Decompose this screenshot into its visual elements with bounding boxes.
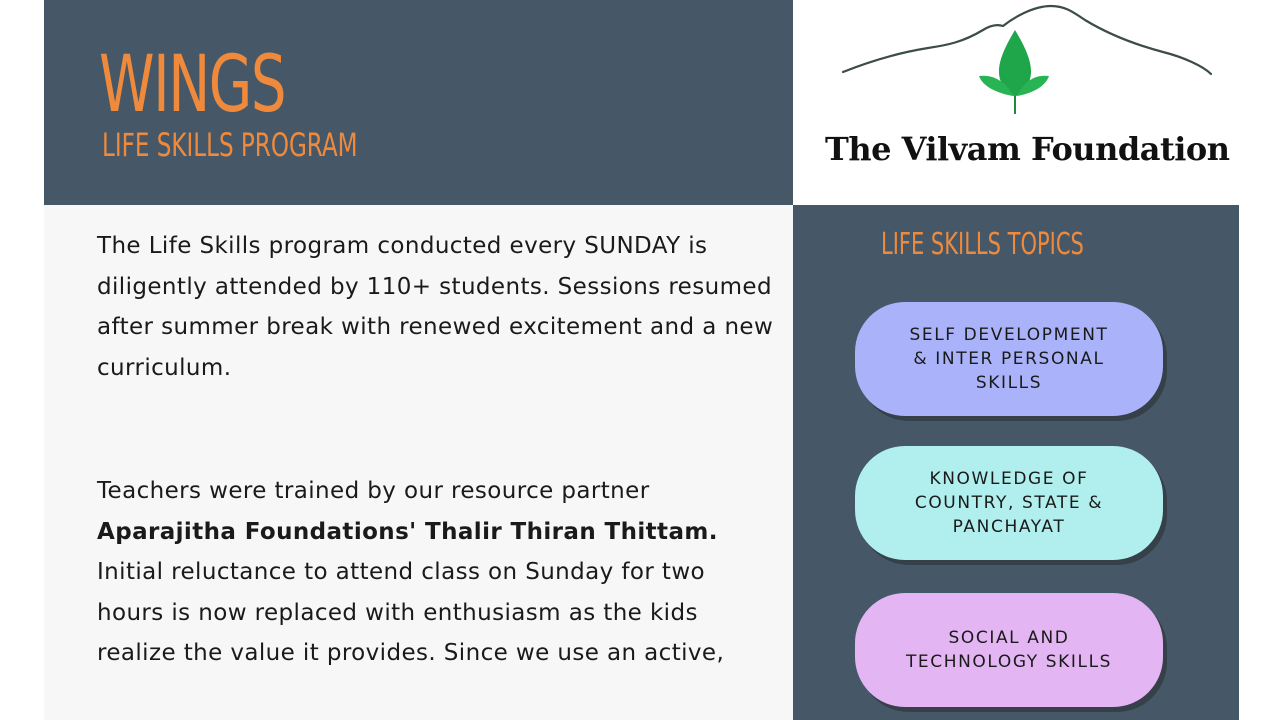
resource-partner-name: Aparajitha Foundations' Thalir Thiran Thittam. <box>97 518 718 545</box>
paragraph-2 <box>97 471 777 674</box>
topic-label: SELF DEVELOPMENT & INTER PERSONAL SKILLS <box>909 325 1109 393</box>
page-title: WINGS <box>99 40 286 130</box>
topic-pill-knowledge <box>855 446 1163 560</box>
topic-pill-self-development <box>855 302 1163 416</box>
paragraph-1: The Life Skills program conducted every SUNDAY is diligently attended by 110+ students. Sessions resumed after summer break with renewed excitement and a new curriculum. <box>97 233 774 381</box>
newsletter-page <box>44 0 1239 720</box>
topic-pill-social-technology <box>855 593 1163 707</box>
page-subtitle: LIFE SKILLS PROGRAM <box>102 126 358 164</box>
article-body <box>44 205 793 720</box>
foundation-logo <box>793 0 1239 205</box>
mountain-outline-icon <box>833 0 1213 130</box>
sidebar-title: LIFE SKILLS TOPICS <box>881 227 1084 262</box>
foundation-name: The Vilvam Foundation <box>825 130 1230 168</box>
paragraph-2-text-end: Initial reluctance to attend class on Sunday for two hours is now replaced with enthusiasm as the kids realize the value it provides. Since we use an active, <box>97 518 734 667</box>
green-leaf-icon <box>979 30 1049 114</box>
topics-sidebar <box>793 205 1239 720</box>
paragraph-2-text-start: Teachers were trained by our resource partner <box>97 478 650 504</box>
header-banner <box>44 0 793 205</box>
topic-label: SOCIAL AND TECHNOLOGY SKILLS <box>905 628 1113 672</box>
topic-label: KNOWLEDGE OF COUNTRY, STATE & PANCHAYAT <box>914 469 1104 537</box>
